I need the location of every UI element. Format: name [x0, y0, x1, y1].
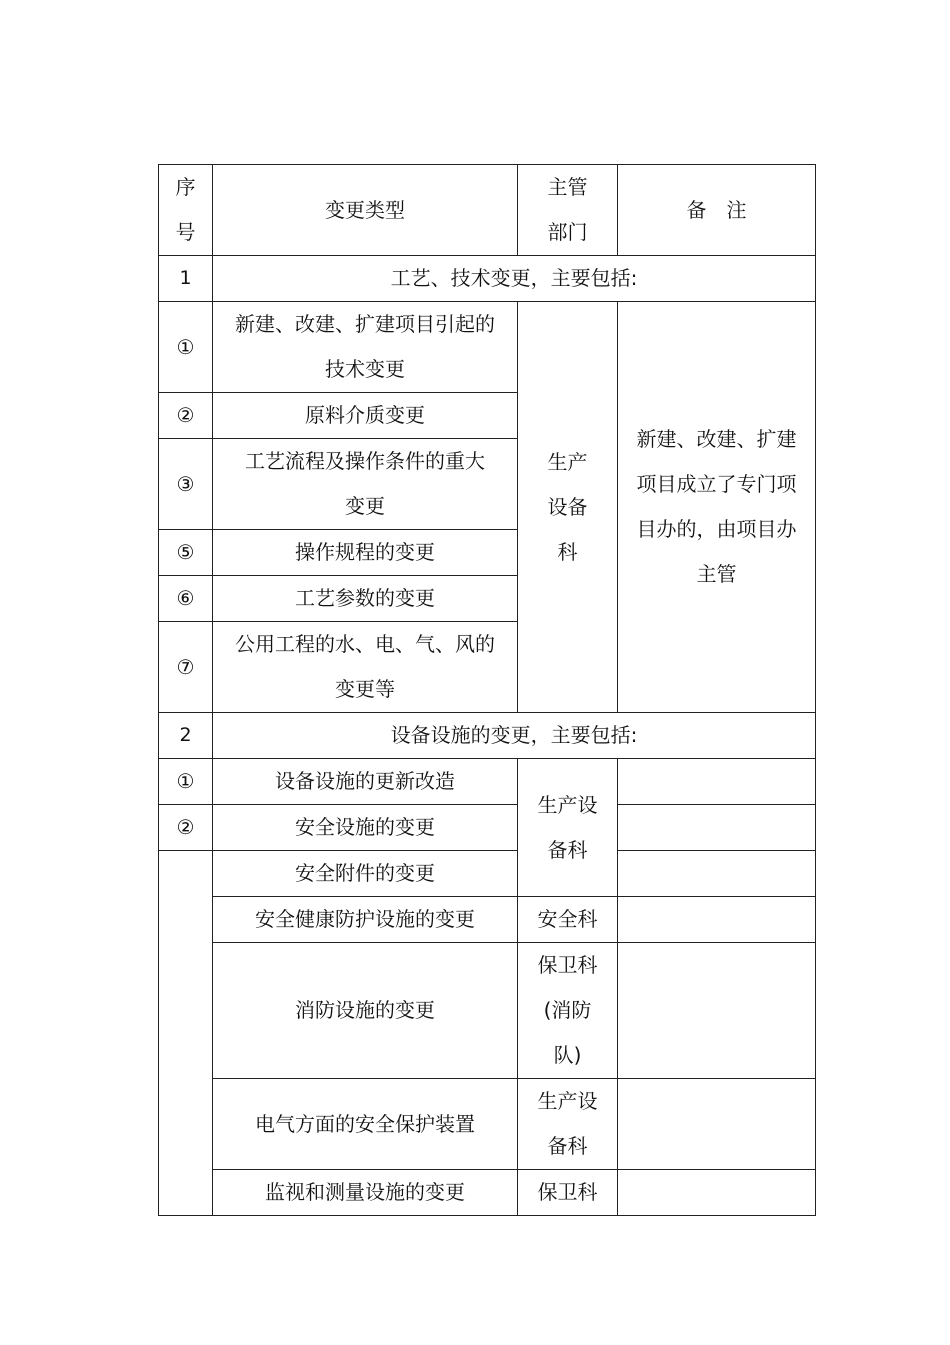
- row-seq: ③: [159, 439, 213, 530]
- table-row: [159, 1079, 816, 1170]
- row-dept: 安全科: [518, 897, 618, 943]
- header-type: 变更类型: [213, 165, 518, 256]
- row-note: [618, 805, 816, 851]
- section2-title-row: [159, 713, 816, 759]
- row-note: [618, 897, 816, 943]
- row-seq: ⑦: [159, 622, 213, 713]
- row-dept: 保卫科 (消防 队): [518, 943, 618, 1079]
- row-type: 工艺参数的变更: [213, 576, 518, 622]
- table-row: [159, 897, 816, 943]
- row-seq: ②: [159, 805, 213, 851]
- row-note: [618, 943, 816, 1079]
- table-row: [159, 943, 816, 1079]
- table-row: [159, 302, 816, 393]
- section2-number: 2: [159, 713, 213, 759]
- row-seq: ①: [159, 759, 213, 805]
- table-row: [159, 805, 816, 851]
- section1-dept: 生产 设备 科: [518, 302, 618, 713]
- row-type: 操作规程的变更: [213, 530, 518, 576]
- table-row: [159, 1170, 816, 1216]
- section2-title: 设备设施的变更，主要包括:: [213, 713, 816, 759]
- section2-dept-group: 生产设 备科: [518, 759, 618, 897]
- row-seq: ⑥: [159, 576, 213, 622]
- row-type: 安全附件的变更: [213, 851, 518, 897]
- row-type: 工艺流程及操作条件的重大 变更: [213, 439, 518, 530]
- row-seq: ①: [159, 302, 213, 393]
- row-note: [618, 1079, 816, 1170]
- row-note: [618, 1170, 816, 1216]
- table-row: [159, 851, 816, 897]
- row-type: 安全健康防护设施的变更: [213, 897, 518, 943]
- section1-number: 1: [159, 256, 213, 302]
- section1-title-row: [159, 256, 816, 302]
- row-seq: ②: [159, 393, 213, 439]
- change-type-table: [158, 164, 816, 1216]
- row-note: [618, 759, 816, 805]
- row-type: 消防设施的变更: [213, 943, 518, 1079]
- table-header-row: [159, 165, 816, 256]
- row-type: 公用工程的水、电、气、风的 变更等: [213, 622, 518, 713]
- row-type: 原料介质变更: [213, 393, 518, 439]
- header-note: 备 注: [618, 165, 816, 256]
- section1-note: 新建、改建、扩建 项目成立了专门项 目办的，由项目办 主管: [618, 302, 816, 713]
- row-note: [618, 851, 816, 897]
- row-dept: 生产设 备科: [518, 1079, 618, 1170]
- row-type: 新建、改建、扩建项目引起的 技术变更: [213, 302, 518, 393]
- table-row: [159, 759, 816, 805]
- row-seq-empty: [159, 851, 213, 1216]
- row-type: 电气方面的安全保护装置: [213, 1079, 518, 1170]
- row-dept: 保卫科: [518, 1170, 618, 1216]
- section1-title: 工艺、技术变更，主要包括:: [213, 256, 816, 302]
- row-type: 安全设施的变更: [213, 805, 518, 851]
- header-dept: 主管 部门: [518, 165, 618, 256]
- row-type: 设备设施的更新改造: [213, 759, 518, 805]
- row-seq: ⑤: [159, 530, 213, 576]
- row-type: 监视和测量设施的变更: [213, 1170, 518, 1216]
- header-seq: 序 号: [159, 165, 213, 256]
